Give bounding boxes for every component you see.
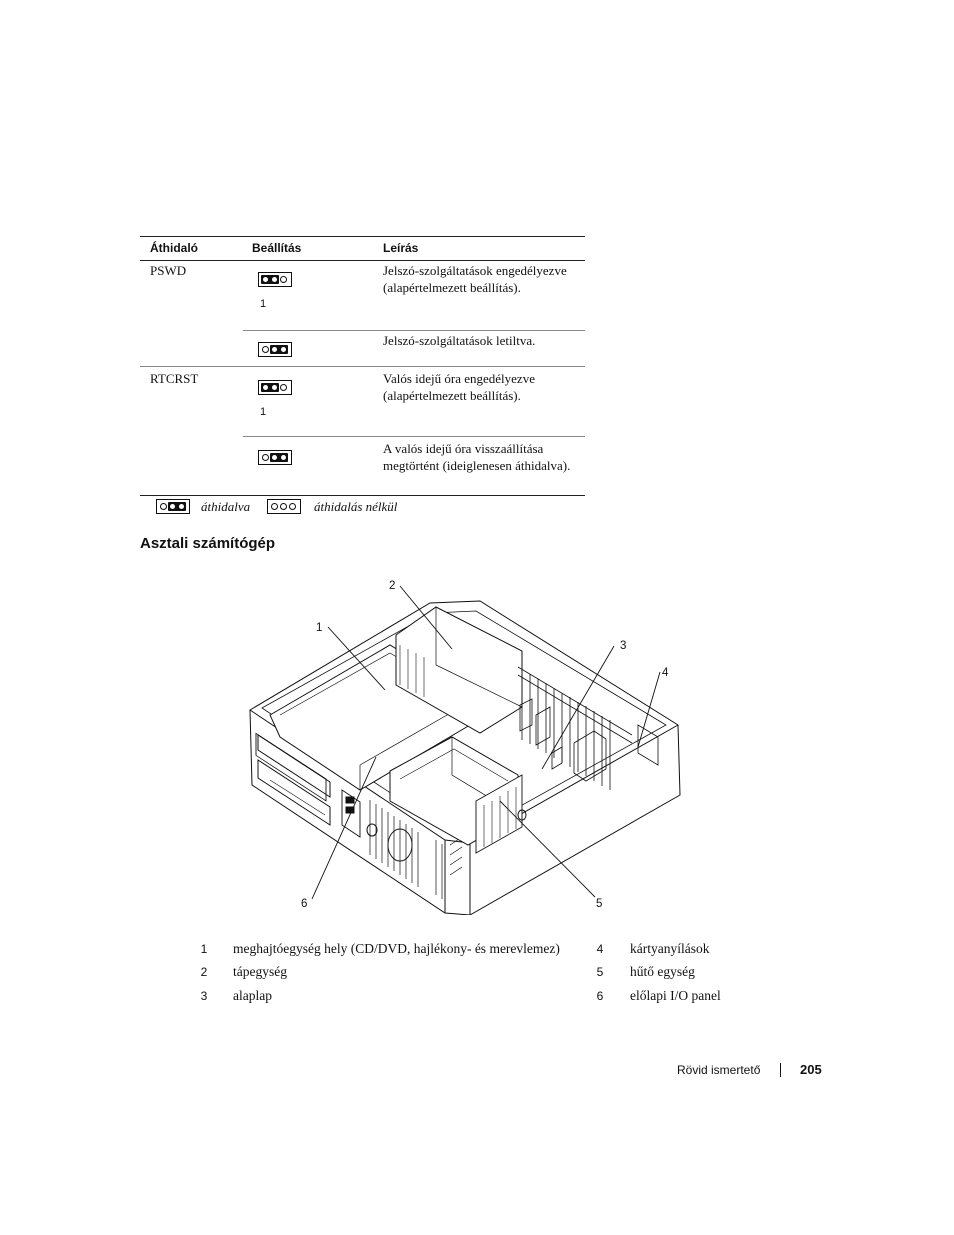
jumper-icon-pins-1-2: [258, 380, 292, 395]
header-rule: [140, 260, 585, 261]
part-number: 3: [200, 989, 208, 1003]
callout-4: 4: [662, 667, 669, 679]
part-number: 2: [200, 965, 208, 979]
part-label: tápegység: [233, 964, 287, 979]
row-rule: [140, 366, 585, 367]
callout-5: 5: [596, 898, 603, 910]
description-rtc-reset: A valós idejű óra visszaállítása megtörtént (ideiglenesen áthidalva).: [383, 441, 571, 473]
part-label: kártyanyílások: [630, 941, 710, 956]
pin-one-label: 1: [260, 298, 267, 310]
jumper-name-rtcrst: RTCRST: [150, 371, 199, 386]
jumper-icon-pins-1-2: [258, 272, 292, 287]
computer-chassis-drawing: [240, 575, 700, 915]
part-number: 6: [596, 989, 604, 1003]
callout-1: 1: [316, 622, 323, 634]
part-label: hűtő egység: [630, 964, 695, 979]
callout-3: 3: [620, 640, 627, 652]
unjumpered-icon: [267, 499, 301, 514]
table-bottom-rule: [140, 495, 585, 496]
footer-separator: [780, 1063, 781, 1077]
part-label: alaplap: [233, 988, 272, 1003]
legend-unjumpered: áthidalás nélkül: [314, 499, 398, 514]
page-number: 205: [800, 1062, 822, 1077]
desktop-computer-illustration: [240, 575, 700, 915]
header-description: Leírás: [383, 241, 419, 255]
table-top-rule: [140, 236, 585, 237]
section-heading: Asztali számítógép: [140, 535, 276, 552]
jumper-icon-pins-2-3: [258, 450, 292, 465]
jumper-legend: [156, 498, 576, 516]
pin-one-label: 1: [260, 406, 267, 418]
description-rtc-enabled: Valós idejű óra engedélyezve (alapértelmezett beállítás).: [383, 371, 535, 403]
part-number: 5: [596, 965, 604, 979]
jumpered-icon: [156, 499, 190, 514]
jumper-icon-pins-2-3: [258, 342, 292, 357]
row-rule: [243, 330, 585, 331]
footer-title: Rövid ismertető: [677, 1063, 761, 1077]
header-jumper: Áthidaló: [150, 241, 198, 255]
row-rule: [243, 436, 585, 437]
part-number: 4: [596, 942, 604, 956]
jumper-name-pswd: PSWD: [150, 263, 187, 278]
callout-2: 2: [389, 580, 396, 592]
part-label: előlapi I/O panel: [630, 988, 721, 1003]
description-pswd-enabled: Jelszó-szolgáltatások engedélyezve (alapértelmezett beállítás).: [383, 263, 567, 295]
part-label: meghajtóegység hely (CD/DVD, hajlékony- és merevlemez): [233, 941, 560, 956]
header-setting: Beállítás: [252, 241, 302, 255]
description-pswd-disabled: Jelszó-szolgáltatások letiltva.: [383, 333, 536, 348]
legend-jumpered: áthidalva: [201, 499, 251, 514]
callout-6: 6: [301, 898, 308, 910]
part-number: 1: [200, 942, 208, 956]
